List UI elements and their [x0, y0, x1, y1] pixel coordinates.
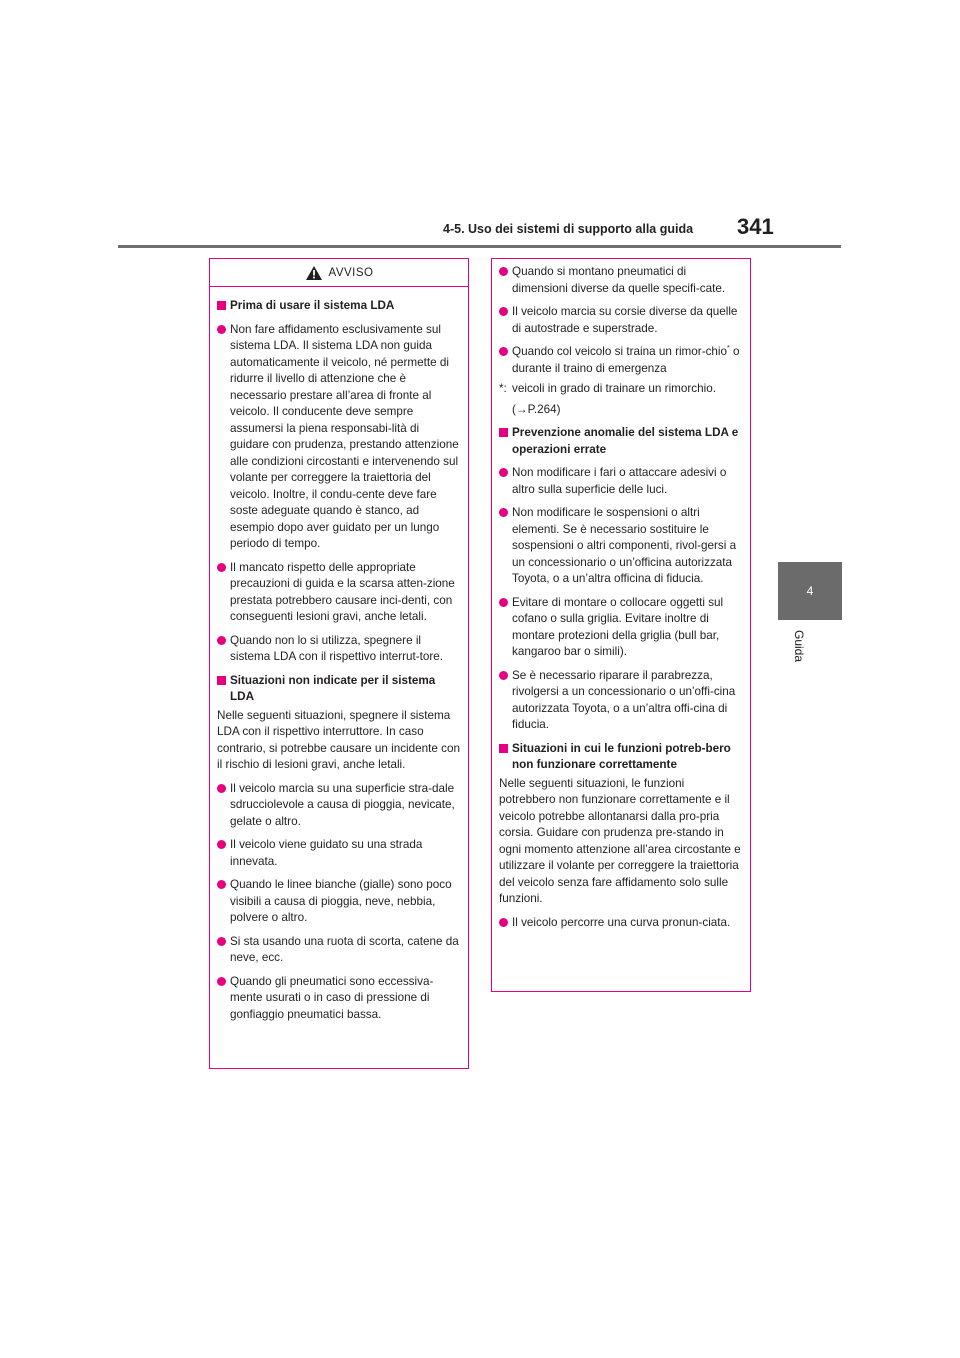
- subheading: Prima di usare il sistema LDA: [217, 298, 461, 315]
- bullet-item: Quando non lo si utilizza, spegnere il sistema LDA con il rispettivo interrut-tore.: [217, 633, 461, 666]
- warning-content-left: [210, 287, 468, 1029]
- page-number: 341: [737, 214, 774, 239]
- bullet-item: Non modificare le sospensioni o altri elementi. Se è necessario sostituire le sospensioni o altri componenti, rivol-gersi a un concessionario o un’officina autorizzata Toyota, o a un’altra officina di fiducia.: [499, 505, 743, 588]
- warning-box-right: [491, 258, 751, 992]
- bullet-item: Il veicolo marcia su corsie diverse da quelle di autostrade e superstrade.: [499, 304, 743, 337]
- chapter-label: Guida: [792, 630, 806, 663]
- bullet-item: Il mancato rispetto delle appropriate precauzioni di guida e la scarsa atten-zione prestata potrebbero causare inci-denti, con conseguenti lesioni gravi, anche letali.: [217, 560, 461, 626]
- bullet-item: Quando le linee bianche (gialle) sono poco visibili a causa di pioggia, neve, nebbia, polvere o altro.: [217, 877, 461, 927]
- bullet-item: Il veicolo marcia su una superficie stra-dale sdrucciolevole a causa di pioggia, nevicate, gelate o altro.: [217, 781, 461, 831]
- warning-content-right: [492, 259, 750, 937]
- bullet-text: Quando col veicolo si traina un rimor-chio: [512, 345, 728, 358]
- header-rule: [118, 245, 841, 248]
- subheading: Prevenzione anomalie del sistema LDA e operazioni errate: [499, 425, 743, 458]
- paragraph: Nelle seguenti situazioni, le funzioni potrebbero non funzionare correttamente e il veicolo potrebbe allontanarsi dalla pro-pria corsia. Guidare con prudenza pre-stando in ogni momento attenzione all’area circostante e utilizzare il volante per correggere la traiettoria del veicolo senza fare affidamento solo sulle funzioni.: [499, 776, 741, 905]
- bullet-item: Quando gli pneumatici sono eccessiva-mente usurati o in caso di pressione di gonfiaggio pneumatici bassa.: [217, 974, 461, 1024]
- bullet-item: Evitare di montare o collocare oggetti sul cofano o sulla griglia. Evitare inoltre di montare protezioni della griglia (bull bar, kangaroo bar o simili).: [499, 595, 743, 661]
- chapter-tab[interactable]: [778, 562, 842, 620]
- bullet-item: Non fare affidamento esclusivamente sul sistema LDA. Il sistema LDA non guida automaticamente il veicolo, né permette di ridurre il livello di attenzione che è necessario prestare all’area di fronte al veicolo. Il conducente deve sempre assumersi la piena responsabi-lità di guidare con prudenza, prestando attenzione alle condizioni circostanti e intervenendo sul volante per correggere la traiettoria del veicolo. Inoltre, il condu-cente deve fare soste adeguate quando è stanco, ad esempio dopo aver guidato per un lungo periodo di tempo.: [217, 322, 461, 553]
- footnote-text: veicoli in grado di trainare un rimorchio.: [512, 382, 716, 395]
- page-reference-link[interactable]: (→P.264): [512, 402, 561, 416]
- bullet-text: o durante il traino di emergenza: [512, 345, 740, 375]
- warning-header: [210, 259, 468, 287]
- bullet-item: Il veicolo viene guidato su una strada innevata.: [217, 837, 461, 870]
- section-title: 4-5. Uso dei sistemi di supporto alla guida: [443, 222, 694, 236]
- footnote: [499, 381, 743, 398]
- bullet-item: Non modificare i fari o attaccare adesivi o altro sulla superficie delle luci.: [499, 465, 743, 498]
- chapter-tab-number: 4: [806, 584, 814, 598]
- footnote-marker: *: [727, 345, 730, 353]
- subheading: Situazioni in cui le funzioni potreb-bero non funzionare correttamente: [499, 741, 743, 774]
- bullet-item: Quando si montano pneumatici di dimensioni diverse da quelle specifi-cate.: [499, 264, 743, 297]
- bullet-item-trailer: [499, 344, 743, 377]
- footnote-mark: *:: [499, 382, 507, 395]
- bullet-item: Se è necessario riparare il parabrezza, rivolgersi a un concessionario o un’offi-cina autorizzata Toyota, o a un’altra offi-cina di fiducia.: [499, 668, 743, 734]
- warning-box-left: [209, 258, 469, 1069]
- warning-title: AVVISO: [328, 266, 374, 279]
- warning-triangle-icon: [305, 265, 323, 281]
- bullet-item: Il veicolo percorre una curva pronun-ciata.: [499, 915, 743, 932]
- paragraph: Nelle seguenti situazioni, spegnere il sistema LDA con il rispettivo interruttore. In caso contrario, si potrebbe causare un incidente con il rischio di lesioni gravi, anche letali.: [217, 708, 460, 771]
- bullet-item: Si sta usando una ruota di scorta, catene da neve, ecc.: [217, 934, 461, 967]
- subheading: Situazioni non indicate per il sistema LDA: [217, 673, 461, 706]
